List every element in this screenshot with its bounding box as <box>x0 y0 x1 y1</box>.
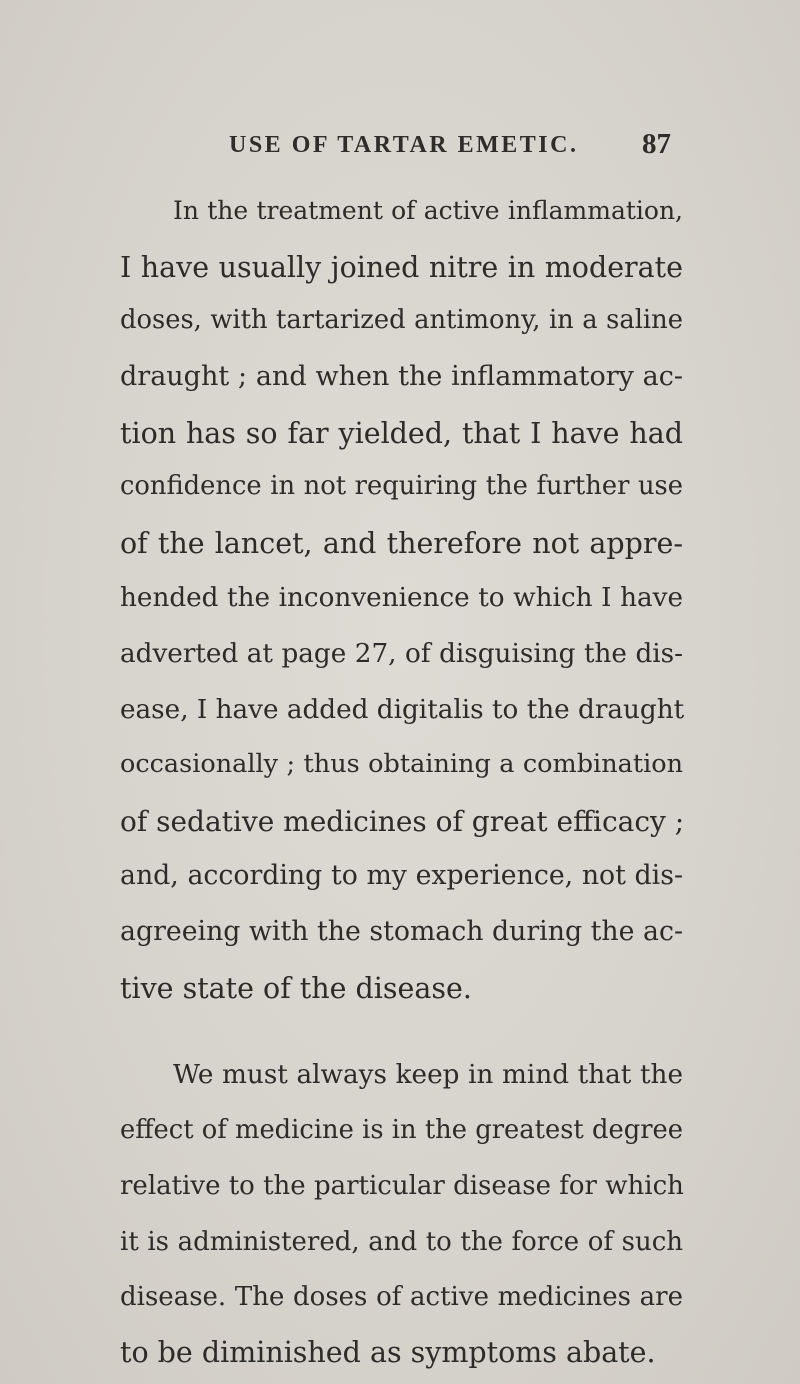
text-line: hended the inconvenience to which I have <box>120 583 683 613</box>
text-line: relative to the particular disease for which <box>120 1171 684 1201</box>
text-line: I have usually joined nitre in moderate <box>120 251 683 284</box>
text-line: We must always keep in mind that the <box>173 1060 683 1090</box>
text-line: occasionally ; thus obtaining a combination <box>120 749 683 779</box>
text-line: of the lancet, and therefore not appre- <box>120 527 683 560</box>
text-line: of sedative medicines of great efficacy ; <box>120 805 685 838</box>
text-line: confidence in not requiring the further use <box>120 471 683 501</box>
text-line: tive state of the disease. <box>120 972 472 1005</box>
text-line: to be diminished as symptoms abate. <box>120 1336 656 1369</box>
running-title: USE OF TARTAR EMETIC. <box>229 132 579 158</box>
text-line: ease, I have added digitalis to the draught <box>120 695 685 725</box>
page-number: 87 <box>642 128 671 160</box>
text-line: tion has so far yielded, that I have had <box>120 417 683 450</box>
text-line: disease. The doses of active medicines are <box>120 1282 683 1312</box>
text-line: adverted at page 27, of disguising the dis- <box>120 639 683 669</box>
text-line: agreeing with the stomach during the ac- <box>120 916 683 947</box>
text-line: effect of medicine is in the greatest degree <box>120 1115 683 1145</box>
text-line: In the treatment of active inflammation, <box>173 196 683 225</box>
text-line: doses, with tartarized antimony, in a saline <box>120 305 683 335</box>
text-line: and, according to my experience, not dis- <box>120 860 683 891</box>
text-line: it is administered, and to the force of such <box>120 1227 683 1257</box>
text-line: draught ; and when the inflammatory ac- <box>120 361 683 392</box>
